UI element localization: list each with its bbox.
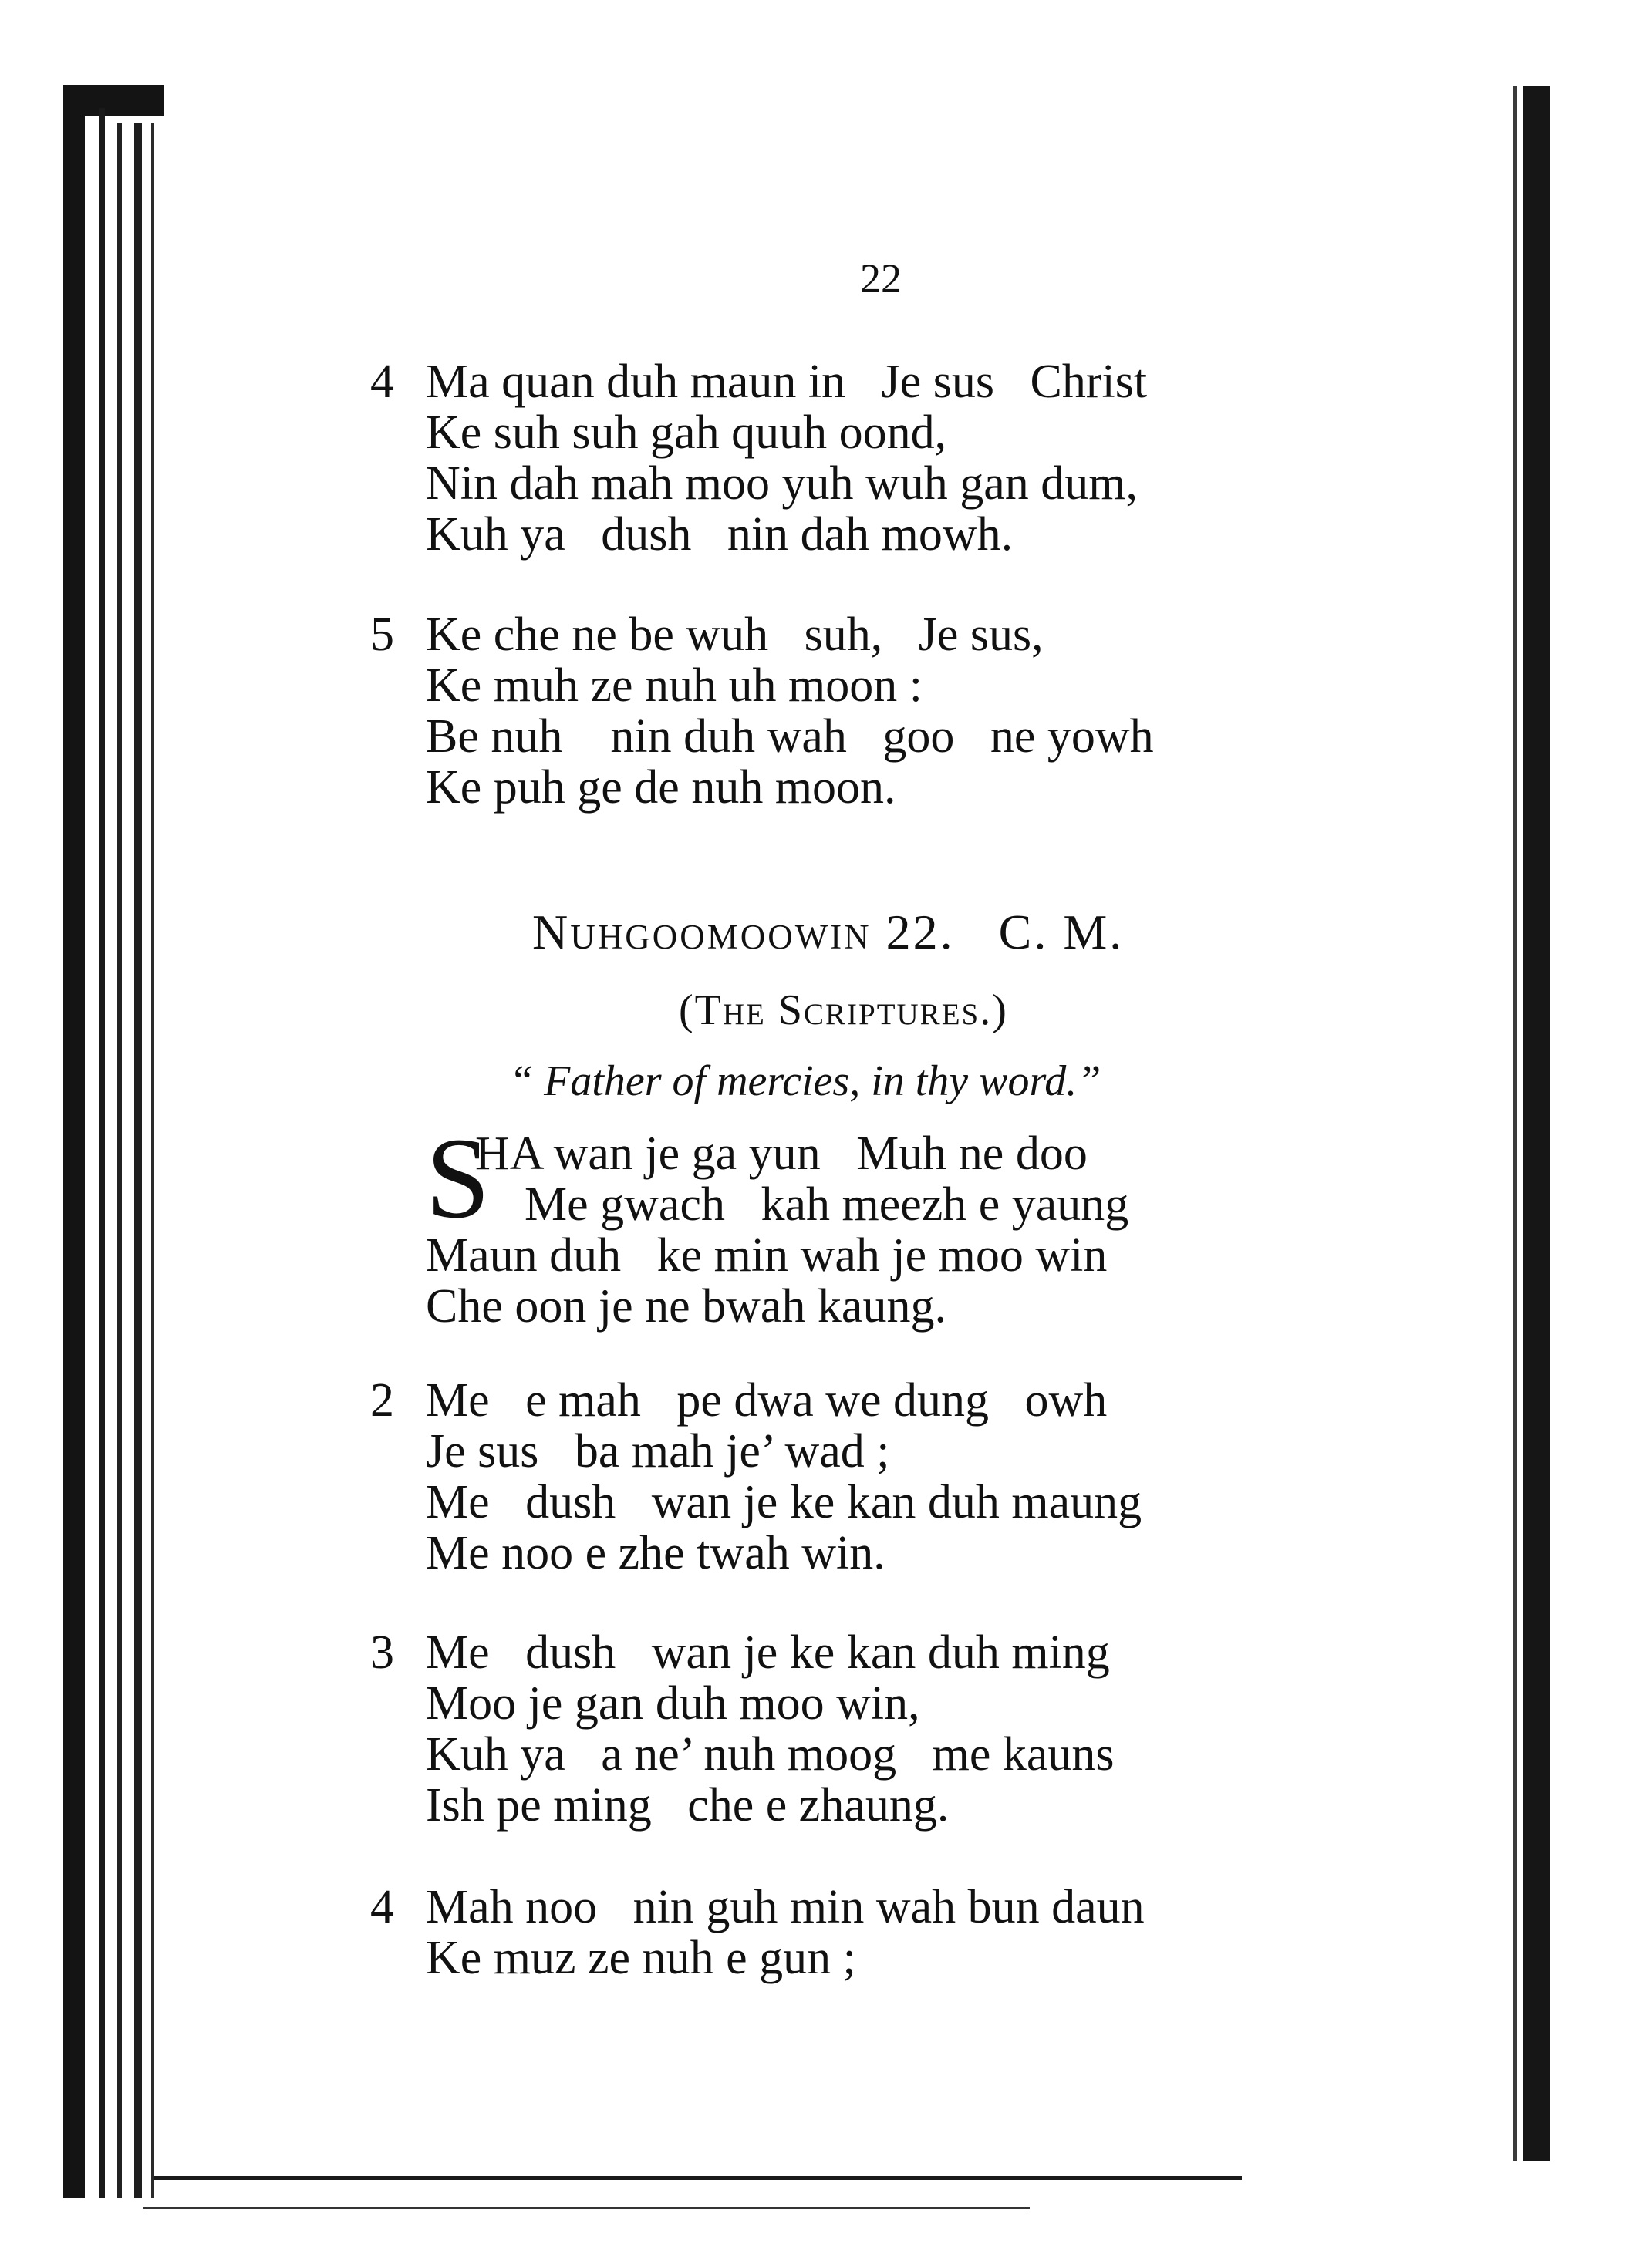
stanza-line: Ke muz ze nuh e gun ; <box>426 1932 856 1984</box>
hymn-subtitle: (The Scriptures.) <box>679 986 1008 1034</box>
stanza-line: Nin dah mah moo yuh wuh gan dum, <box>426 457 1138 510</box>
stanza-line: HA wan je ga yun Muh ne doo <box>475 1127 1088 1180</box>
stanza-line: Kuh ya a ne’ nuh moog me kauns <box>426 1728 1115 1781</box>
stanza-line: Mah noo nin guh min wah bun daun <box>426 1881 1145 1933</box>
hymn-title: Nuhgoomoowin 22. C. M. <box>532 905 1125 959</box>
stanza-line: Maun duh ke min wah je moo win <box>426 1229 1108 1282</box>
stanza-line: Kuh ya dush nin dah mowh. <box>426 508 1014 561</box>
stanza-line: Be nuh nin duh wah goo ne yowh <box>426 710 1154 763</box>
binding-edge-line <box>151 123 154 2198</box>
bottom-rule-secondary <box>143 2207 1030 2209</box>
page-number: 22 <box>860 255 902 302</box>
stanza-line: Me dush wan je ke kan duh maung <box>426 1476 1142 1528</box>
stanza-line: Che oon je ne bwah kaung. <box>426 1280 946 1333</box>
stanza-line: Ke puh ge de nuh moon. <box>426 761 896 814</box>
bottom-rule <box>154 2176 1242 2180</box>
stanza-line: Me gwach kah meezh e yaung <box>525 1178 1129 1231</box>
stanza-number: 2 <box>370 1374 394 1427</box>
binding-edge-left <box>63 85 85 2198</box>
stanza-line: Ke suh suh gah quuh oond, <box>426 406 947 459</box>
stanza-line: Ish pe ming che e zhaung. <box>426 1779 950 1832</box>
drop-cap: S <box>426 1114 491 1242</box>
binding-edge-line <box>99 108 105 2198</box>
stanza-line: Me noo e zhe twah win. <box>426 1527 885 1579</box>
hymn-epigraph: “ Father of mercies, in thy word.” <box>509 1057 1101 1105</box>
stanza-line: Ke muh ze nuh uh moon : <box>426 659 923 712</box>
stanza-line: Me dush wan je ke kan duh ming <box>426 1626 1110 1679</box>
stanza-number: 3 <box>370 1626 394 1679</box>
page-edge-right <box>1523 86 1550 2161</box>
stanza-line: Je sus ba mah je’ wad ; <box>426 1425 890 1478</box>
binding-edge-line <box>117 123 122 2198</box>
stanza-line: Ke che ne be wuh suh, Je sus, <box>426 608 1044 661</box>
stanza-number: 4 <box>370 1881 394 1933</box>
stanza-line: Ma quan duh maun in Je sus Christ <box>426 356 1148 408</box>
stanza-line: Moo je gan duh moo win, <box>426 1677 920 1730</box>
stanza-line: Me e mah pe dwa we dung owh <box>426 1374 1108 1427</box>
stanza-number: 4 <box>370 356 394 408</box>
binding-edge-line <box>134 123 142 2198</box>
page-edge-right-line <box>1513 86 1517 2161</box>
stanza-number: 5 <box>370 608 394 661</box>
